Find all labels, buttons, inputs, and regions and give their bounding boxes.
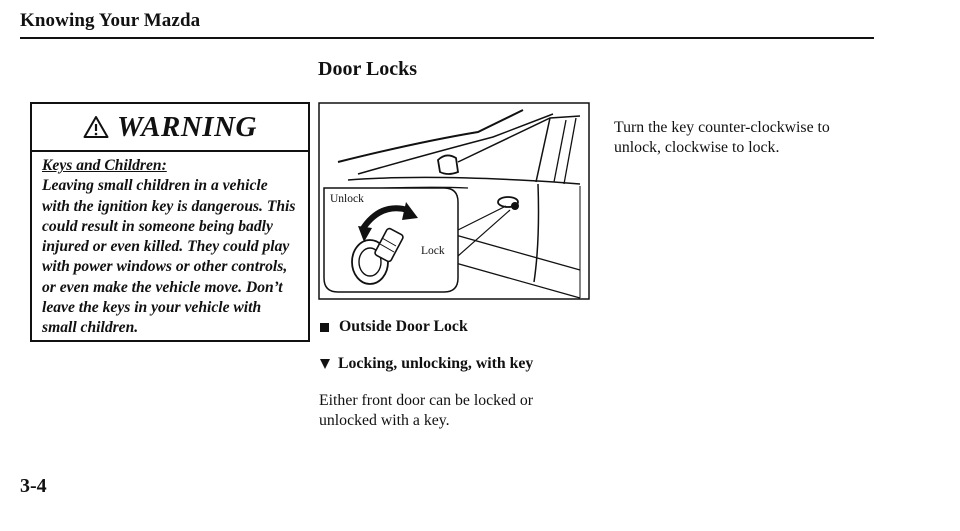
unlock-label: Unlock — [330, 193, 364, 205]
header-rule — [20, 37, 874, 39]
sub-heading-text: Locking, unlocking, with key — [338, 355, 534, 372]
figure-caption — [320, 318, 468, 336]
warning-title: WARNING — [117, 110, 257, 143]
instruction-paragraph: Turn the key counter-clockwise to unlock, clockwise to lock. — [614, 119, 830, 156]
warning-body — [32, 152, 308, 339]
warning-header — [32, 104, 308, 152]
caption-text: Outside Door Lock — [339, 318, 468, 335]
door-lock-illustration — [318, 102, 590, 300]
warning-triangle-icon — [83, 115, 109, 139]
warning-box — [30, 102, 310, 342]
body-paragraph: Either front door can be locked or unlocked with a key. — [319, 392, 534, 429]
header-title: Knowing Your Mazda — [20, 10, 201, 31]
triangle-bullet-icon — [320, 359, 330, 369]
lock-label: Lock — [421, 245, 445, 257]
warning-text: Leaving small children in a vehicle with the ignition key is dangerous. This could result in someone being badly injured or even killed. They could play with power windows or other controls, or even make the vehicle move. Don’t leave the keys in your vehicle with small children. — [42, 177, 296, 337]
section-title: Door Locks — [318, 58, 418, 80]
square-bullet-icon — [320, 323, 329, 332]
sub-heading — [320, 355, 533, 373]
warning-subtitle: Keys and Children: — [42, 157, 167, 174]
page-number: 3-4 — [20, 475, 47, 497]
